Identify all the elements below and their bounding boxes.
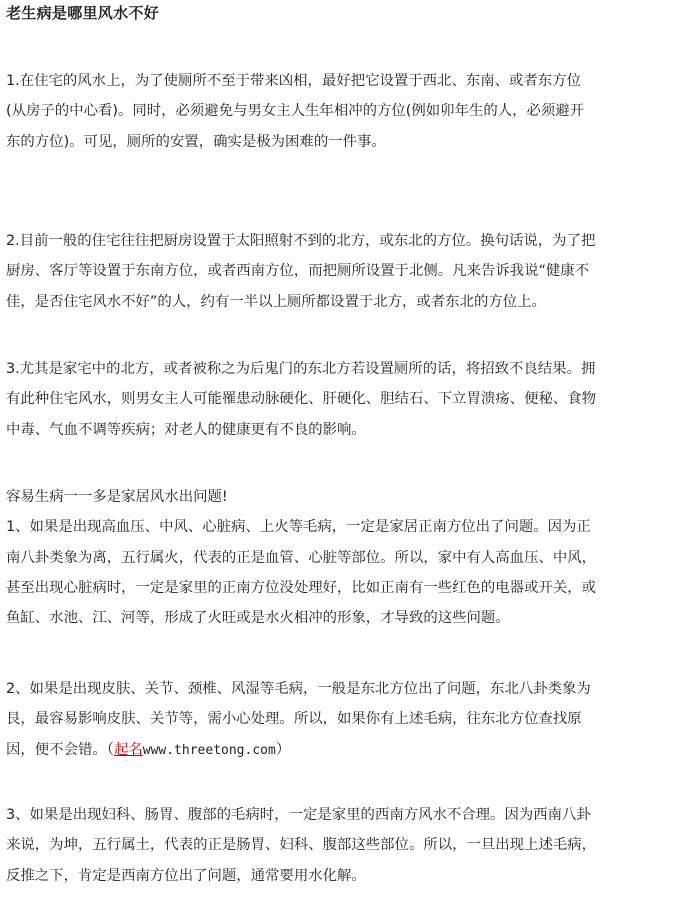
paren-open: （ [106,741,114,758]
page-title: 老生病是哪里风水不好 [6,4,160,22]
text-line: 2、如果是出现皮肤、关节、颈椎、风湿等毛病，一般是东北方位出了问题，东北八卦类象为 [6,681,591,697]
qiming-link[interactable]: 起名 [113,741,143,758]
text-fragment: 因，便不会错。 [6,741,107,758]
text-line: 有此种住宅风水，则男女主人可能罹患动脉硬化、肝硬化、胆结石、下立胃溃疡、便秘、食物 [6,391,597,408]
paragraph-4 [6,482,671,633]
text-line: 甚至出现心脏病时，一定是家里的正南方位没处理好，比如正南有一些红色的电器或开关，或 [6,579,597,596]
text-line: 2.目前一般的住宅往往把厨房设置于太阳照射不到的北方，或东北的方位。换句话说，为了把 [6,233,596,249]
text-line: 3、如果是出现妇科、肠胃、腹部的毛病时，一定是家里的西南方风水不合理。因为西南八卦 [6,807,591,823]
text-line: 3.尤其是家宅中的北方，或者被称之为后鬼门的东北方若设置厕所的话，将招致不良结果。拥 [6,361,596,377]
text-line: 1.在住宅的风水上，为了使厕所不至于带来凶相，最好把它设置于西北、东南、或者东方位 [6,73,581,89]
text-line: (从房子的中心看)。同时，必须避免与男女主人生年相冲的方位(例如卯年生的人，必须避开 [6,103,585,120]
paragraph-6 [6,800,671,891]
text-line: 厨房、客厅等设置于东南方位，或者西南方位，而把厕所设置于北侧。凡来告诉我说“健康不 [6,263,590,280]
text-line: 来说，为坤，五行属土，代表的正是肠胃、妇科、腹部这些部位。所以，一旦出现上述毛病， [6,837,597,854]
text-line: 中毒、气血不调等疾病；对老人的健康更有不良的影响。 [6,421,366,438]
text-line: 1、如果是出现高血压、中风、心脏病、上火等毛病，一定是家居正南方位出了问题。因为正 [6,519,591,536]
site-url-text: www.threetong.com [142,742,276,758]
paragraph-5 [6,674,671,766]
text-line: 南八卦类象为离，五行属火，代表的正是血管、心脏等部位。所以，家中有人高血压、中风， [6,549,597,566]
paren-close: ） [275,741,291,758]
text-line: 反推之下，肯定是西南方位出了问题，通常要用水化解。 [6,867,366,884]
text-line [6,735,671,766]
section-heading: 容易生病一一多是家居风水出问题! [6,489,228,505]
text-line: 艮，最容易影响皮肤、关节等，需小心处理。所以，如果你有上述毛病，往东北方位查找原 [6,711,582,728]
paragraph-3 [6,354,671,445]
text-line: 佳，是否住宅风水不好”的人，约有一半以上厕所都设置于北方，或者东北的方位上。 [6,293,546,310]
paragraph-2 [6,226,671,317]
text-line: 东的方位)。可见，厕所的安置，确实是极为困难的一件事。 [6,133,386,150]
text-line: 鱼缸、水池、江、河等，形成了火旺或是水火相冲的形象，才导致的这些问题。 [6,610,510,627]
paragraph-1 [6,66,671,157]
